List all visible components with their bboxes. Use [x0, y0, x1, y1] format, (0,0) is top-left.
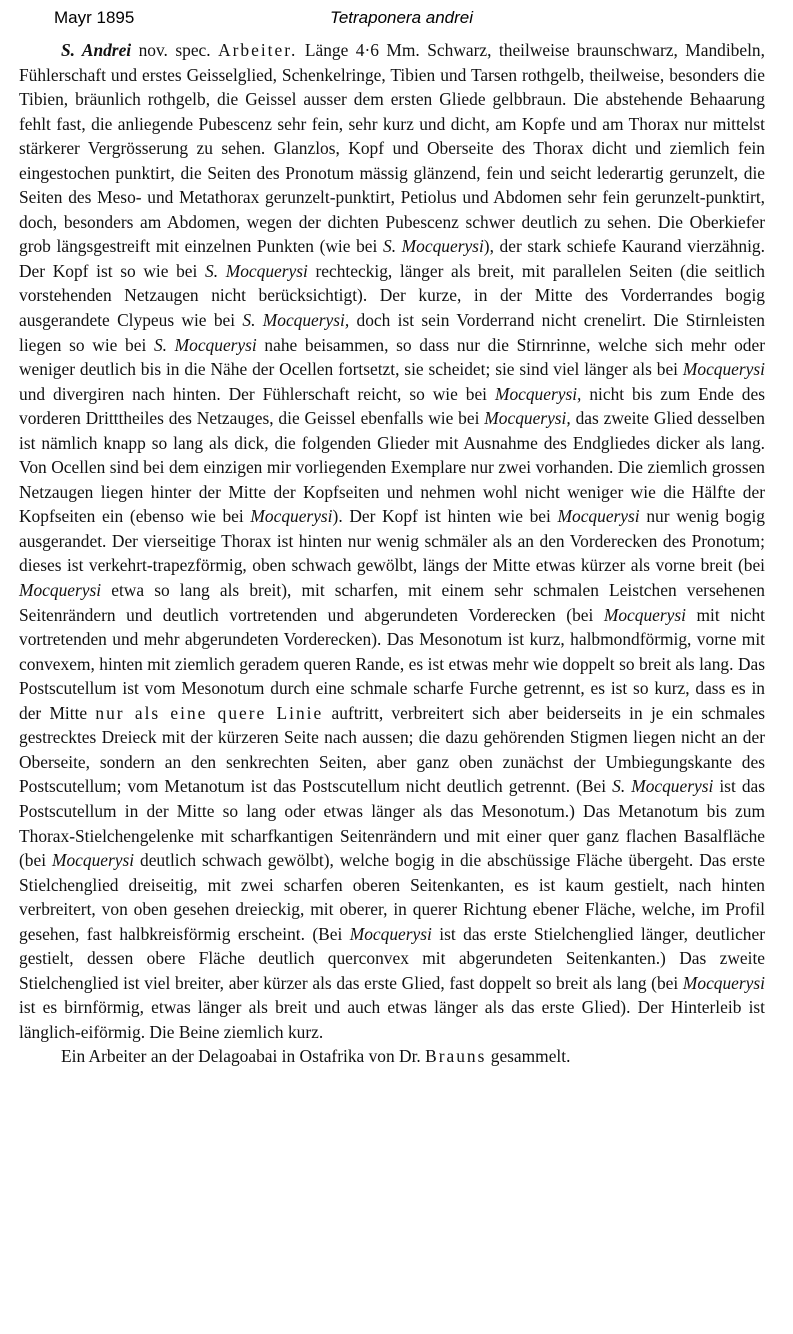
text-run: Mocquerysi	[349, 923, 432, 944]
author-year: Mayr 1895	[54, 8, 135, 27]
text-run: nur wenig bogig ausgerandet. Der vierseitige Thorax ist hinten nur wenig schmäler als an den Vorderecken des Pronotum; dieses ist verkehrt-trapezförmig, oben schwach gewölbt, längs der Mitte etwas kürzer als vorne breit (bei	[19, 506, 765, 576]
text-run: Länge 4·6 Mm. Schwarz, theilweise braunschwarz, Mandibeln, Fühlerschaft und erstes Geisselglied, Schenkelringe, Tibien und Tarsen rothgelb, theilweise, besonders die Tibien, bräunlich rothgelb, die Geissel ausser dem ersten Gliede gelbbraun. Die abstehende Behaarung fehlt fast, die anliegende Pubescenz sehr fein, sehr kurz und dicht, am Kopfe und am Thorax nur mittelst stärkerer Vergrösserung zu sehen. Glanzlos, Kopf und Oberseite des Thorax dicht und ziemlich fein eingestochen punktirt, die Seiten des Pronotum mässig glänzend, fein und seicht lederartig gerunzelt, die Seiten des Meso- und Metathorax gerunzelt-punktirt, Petiolus und Abdomen sehr fein gerunzelt-punktirt, doch, besonders am Abdomen, wegen der dichten Pubescenz schwer deutlich zu sehen. Die Oberkiefer grob längsgestreift mit einzelnen Punkten (wie bei	[19, 40, 765, 257]
species-title: Tetraponera andrei	[330, 8, 474, 27]
text-run: auftritt, verbreitert sich aber beiderseits in je ein schmales gestrecktes Dreieck mit der kürzeren Seite nach aussen; die dazu gehörenden Stigmen liegen nicht an der Oberseite, sondern an den senkrechten Seiten, aber ganz oben zunächst der Umbiegungskante des Postscutellum; vom Metanotum ist das Postscutellum nicht deutlich getrennt. (Bei	[19, 702, 766, 797]
text-run: Mocquerysi,	[484, 408, 571, 429]
text-run: ist es birnförmig, etwas länger als breit und auch etwas länger als das erste Glied). Der Hinterleib ist länglich-eiförmig. Die Beine ziemlich kurz.	[19, 997, 765, 1042]
collection-note-paragraph	[19, 1044, 765, 1069]
text-run: Mocquerysi	[19, 580, 102, 601]
text-run: Mocquerysi	[682, 359, 765, 380]
text-run: Mocquerysi	[51, 850, 135, 871]
text-run: rechteckig, länger als breit, mit parallelen Seiten (die seitlich vorstehenden Netzaugen nicht berücksichtigt). Der kurze, in der Mitte des Vorderrandes bogig ausgerandete Clypeus wie bei	[19, 260, 765, 331]
text-run: S. Andrei	[61, 40, 132, 60]
text-run: gesammelt.	[486, 1046, 571, 1067]
text-run: Ein Arbeiter an der Delagoabai in Ostafrika von Dr.	[61, 1046, 426, 1067]
text-run: S. Mocquerysi	[612, 776, 714, 797]
text-run: S. Mocquerysi	[383, 236, 484, 257]
text-run: etwa so lang als breit), mit scharfen, mit einem sehr schmalen Leistchen versehenen Seitenrändern und deutlich vortretenden und abgerundeten Vorderecken (bei	[19, 580, 765, 625]
text-run: Arbeiter.	[218, 40, 298, 60]
text-run: S. Mocquerysi,	[242, 310, 350, 331]
text-run: nicht bis zum Ende des vorderen Dritttheiles des Netzauges, die Geissel ebenfalls wie bei	[19, 383, 765, 429]
document-body	[19, 38, 765, 1069]
text-run: ), der stark schiefe Kaurand vierzähnig. Der Kopf ist so wie bei	[19, 236, 765, 281]
text-run: nahe beisammen, so dass nur die Stirnrinne, welche sich mehr oder weniger deutlich bis in die Nähe der Ocellen fortsetzt, sie scheidet; sie sind viel länger als bei	[19, 334, 765, 380]
page-header	[0, 8, 793, 32]
text-run: das zweite Glied desselben ist nämlich knapp so lang als dick, die folgenden Glieder mit Ausnahme des Endgliedes dicker als lang. Von Ocellen sind bei dem einzigen mir vorliegenden Exemplare nur zwei vorhanden. Die ziemlich grossen Netzaugen liegen hinter der Mitte der Kopfseiten und nehmen wohl nicht weniger wie die Hälfte der Kopfseiten ein (ebenso wie bei	[19, 408, 765, 527]
text-run: doch ist sein Vorderrand nicht crenelirt. Die Stirnleisten liegen so wie bei	[19, 310, 765, 355]
text-run: S. Mocquerysi	[153, 334, 257, 355]
text-run: Brauns	[425, 1046, 487, 1067]
text-run: Mocquerysi	[603, 604, 686, 625]
text-run: und divergiren nach hinten. Der Fühlerschaft reicht, so wie bei	[19, 383, 495, 404]
text-run: Mocquerysi	[682, 972, 765, 993]
text-run: ist das Postscutellum in der Mitte so lang oder etwas länger als das Mesonotum.) Das Metanotum bis zum Thorax-Stielchengelenke mit scharfkantigen Seitenrändern und mit einer quer ganz flachen Basalfläche (bei	[19, 776, 765, 871]
description-paragraph	[19, 38, 765, 1044]
text-run: mit nicht vortretenden und mehr abgerundeten Vorderecken). Das Mesonotum ist kurz, halbmondförmig, vorne mit convexem, hinten mit ziemlich geradem queren Rande, es ist etwas mehr wie doppelt so breit als lang. Das Postscutellum ist vom Mesonotum durch eine schmale scharfe Furche getrennt, es ist so kurz, dass es in der Mitte	[19, 604, 765, 723]
text-run: ist das erste Stielchenglied länger, deutlicher gestielt, dessen obere Fläche deutlich querconvex mit abgerundeten Seitenkanten.) Das zweite Stielchenglied ist viel breiter, aber kürzer als das erste Glied, fast doppelt so breit als lang (bei	[19, 923, 765, 993]
text-run: Mocquerysi	[250, 506, 333, 527]
text-run: ). Der Kopf ist hinten wie bei	[332, 506, 558, 527]
text-run: Mocquerysi,	[494, 383, 582, 404]
text-run: S. Mocquerysi	[205, 260, 308, 281]
text-run: nov. spec.	[131, 40, 219, 60]
text-run: deutlich schwach gewölbt), welche bogig in die abschüssige Fläche übergeht. Das erste Stielchenglied dreiseitig, mit zwei scharfen oberen Seitenkanten, es ist kaum gestielt, nach hinten verbreitert, von oben gesehen dreieckig, mit oberer, in querer Richtung ebener Fläche, welche, im Profil gesehen, fast halbkreisförmig erscheint. (Bei	[19, 850, 765, 944]
text-run: nur als eine quere Linie	[95, 702, 324, 723]
text-run: Mocquerysi	[557, 506, 640, 527]
